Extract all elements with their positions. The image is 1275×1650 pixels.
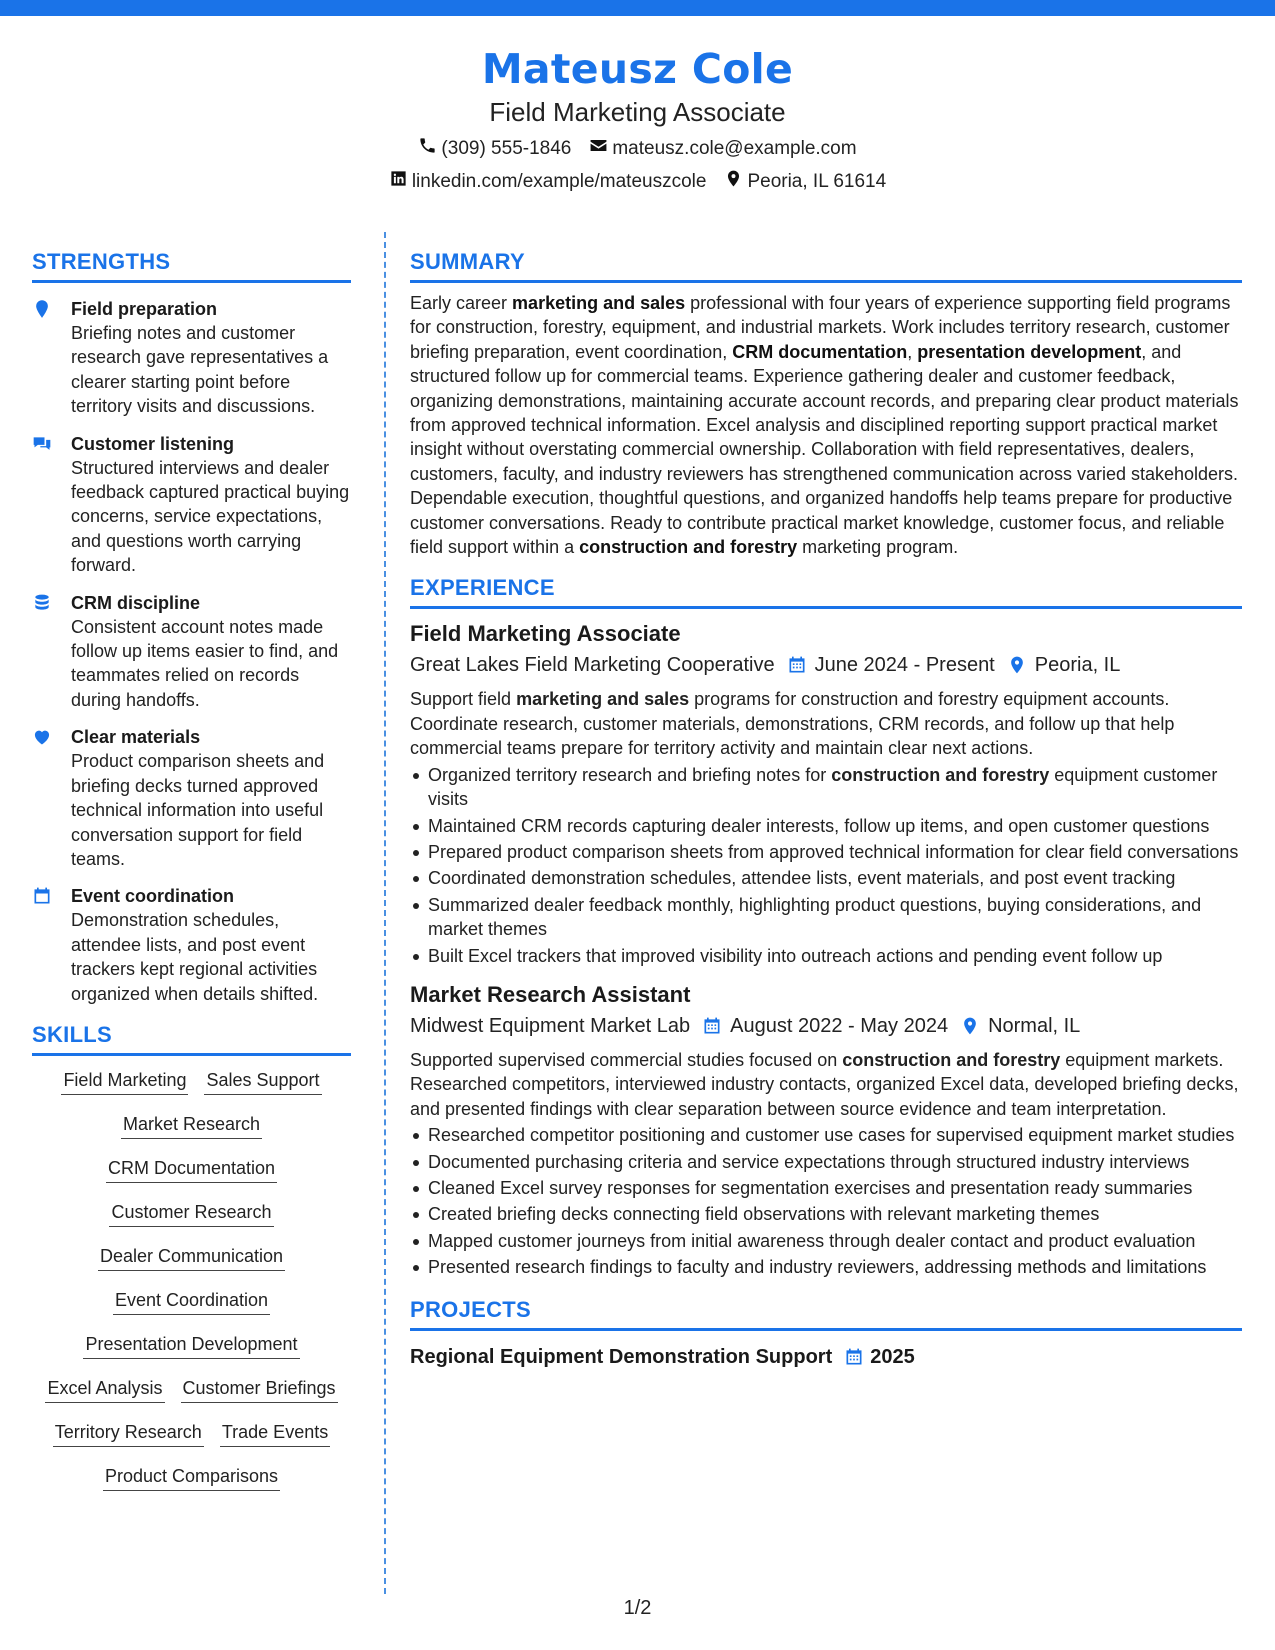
job-company: Great Lakes Field Marketing Cooperative xyxy=(410,654,775,677)
phone-text: (309) 555-1846 xyxy=(441,138,572,159)
text-segment: marketing program. xyxy=(797,537,959,558)
linkedin-contact[interactable] xyxy=(389,169,707,195)
strength-item xyxy=(32,432,351,578)
page-number: 1/2 xyxy=(623,1597,652,1619)
skill-tag: Event Coordination xyxy=(113,1288,270,1315)
job-location: Peoria, IL xyxy=(1034,654,1121,677)
calendar-icon xyxy=(787,655,807,675)
job-role: Field Marketing Associate xyxy=(410,621,681,647)
text-segment: Researched competitor positioning and customer use cases for supervised equipment market studies xyxy=(428,1125,1235,1146)
text-segment: Presented research findings to faculty and industry reviewers, addressing methods and limitations xyxy=(428,1257,1207,1278)
text-segment: professional with four years of experience supporting field programs for construction, forestry, equipment, and industrial markets. Work includes territory research, customer briefing preparation, event coordination, xyxy=(410,293,1231,362)
strength-description: Product comparison sheets and briefing decks turned approved technical information into useful conversation support for field teams. xyxy=(71,751,325,869)
text-segment: Early career xyxy=(410,293,513,313)
skill-row xyxy=(32,1288,351,1315)
linkedin-text: linkedin.com/example/mateuszcole xyxy=(411,171,707,192)
text-segment: Summarized dealer feedback monthly, highlighting product questions, buying considerations, and market themes xyxy=(428,894,1202,940)
text-segment: equipment customer visits xyxy=(428,764,1218,810)
top-accent-bar xyxy=(0,0,1275,16)
skill-tag: Trade Events xyxy=(220,1420,330,1447)
skill-tag: Sales Support xyxy=(204,1068,321,1095)
skill-tag: Excel Analysis xyxy=(45,1376,164,1403)
envelope-icon xyxy=(589,136,608,162)
job-entry xyxy=(410,980,1242,1280)
location-text: Peoria, IL 61614 xyxy=(747,171,887,192)
bold-text: marketing and sales xyxy=(516,689,690,710)
skills-list xyxy=(32,1068,351,1491)
bold-text: construction and forestry xyxy=(579,537,798,558)
right-column xyxy=(410,248,1242,1371)
text-segment: Maintained CRM records capturing dealer interests, follow up items, and open customer questions xyxy=(428,815,1210,836)
job-description xyxy=(410,687,1242,760)
skill-tag: CRM Documentation xyxy=(106,1156,277,1183)
calendar-icon xyxy=(32,884,71,1006)
text-segment: Organized territory research and briefing notes for xyxy=(428,764,832,785)
bullet-item xyxy=(410,1229,1242,1253)
skill-tag: Market Research xyxy=(121,1112,262,1139)
job-description xyxy=(410,1048,1242,1121)
location-pin-icon xyxy=(960,1016,980,1036)
job-entry xyxy=(410,619,1242,967)
calendar-icon xyxy=(844,1347,864,1367)
strength-title: Event coordination xyxy=(71,886,235,907)
text-segment: Mapped customer journeys from initial awareness through dealer contact and product evaluation xyxy=(428,1230,1196,1251)
job-dates: August 2022 - May 2024 xyxy=(730,1014,949,1037)
skill-row xyxy=(32,1464,351,1491)
project-name: Regional Equipment Demonstration Support xyxy=(410,1345,833,1368)
projects-list xyxy=(410,1343,1242,1371)
skill-tag: Field Marketing xyxy=(61,1068,188,1095)
project-entry xyxy=(410,1343,1242,1371)
contact-line-2 xyxy=(0,169,1275,195)
bullet-item xyxy=(410,840,1242,864)
summary-heading: SUMMARY xyxy=(410,248,1242,283)
calendar-icon xyxy=(702,1016,722,1036)
text-segment: Support field xyxy=(410,689,517,710)
skill-row xyxy=(32,1420,351,1447)
bold-text: marketing and sales xyxy=(512,293,686,313)
email-text: mateusz.cole@example.com xyxy=(612,138,857,159)
candidate-name: Mateusz Cole xyxy=(481,45,794,93)
strength-item xyxy=(32,725,351,871)
experience-list xyxy=(410,619,1242,1279)
database-icon xyxy=(32,591,71,713)
bullet-item xyxy=(410,1176,1242,1200)
text-segment: Prepared product comparison sheets from approved technical information for clear field conversations xyxy=(428,841,1239,862)
text-segment: , xyxy=(907,341,918,362)
skill-tag: Presentation Development xyxy=(83,1332,299,1359)
text-segment: equipment markets. Researched competitors, interviewed industry contacts, organized Excel data, developed briefing decks, and presented findings with clear separation between source evidence and team interpretation. xyxy=(410,1049,1239,1119)
skill-tag: Customer Briefings xyxy=(181,1376,338,1403)
skills-heading: SKILLS xyxy=(32,1021,351,1056)
skill-row xyxy=(32,1376,351,1403)
skill-row xyxy=(32,1244,351,1271)
strength-title: Clear materials xyxy=(71,727,201,748)
bullet-item xyxy=(410,866,1242,890)
heart-icon xyxy=(32,725,71,871)
resume-header xyxy=(0,42,1275,195)
location-contact xyxy=(724,169,886,195)
skill-tag: Territory Research xyxy=(53,1420,204,1447)
linkedin-icon xyxy=(389,169,408,195)
strength-body xyxy=(71,725,351,871)
strength-body xyxy=(71,432,351,578)
email-contact[interactable] xyxy=(589,136,856,162)
skill-tag: Product Comparisons xyxy=(103,1464,280,1491)
location-pin-icon xyxy=(1007,655,1027,675)
strength-item xyxy=(32,591,351,713)
strength-item xyxy=(32,297,351,419)
job-bullets xyxy=(410,763,1242,968)
text-segment: , and structured follow up for commercial teams. Experience gathering dealer and customer feedback, organizing demonstrations, maintaining accurate account records, and preparing clear product materials from approved technical information. Excel analysis and disciplined reporting support practical market insight without overstating commercial ownership. Collaboration with field representatives, dealers, customers, faculty, and industry reviewers has strengthened communication across varied stakeholders. Dependable execution, thoughtful questions, and organized handoffs help teams prepare for productive customer conversations. Ready to contribute practical market knowledge, customer focus, and reliable field support within a xyxy=(410,341,1239,558)
project-year: 2025 xyxy=(870,1345,915,1368)
skill-row xyxy=(32,1068,351,1095)
bullet-item xyxy=(410,1255,1242,1279)
bullet-item xyxy=(410,893,1242,942)
skill-tag: Dealer Communication xyxy=(98,1244,285,1271)
strength-body xyxy=(71,297,351,419)
bullet-item xyxy=(410,814,1242,838)
contact-line-1 xyxy=(0,136,1275,162)
strength-description: Consistent account notes made follow up items easier to find, and teammates relied on records during handoffs. xyxy=(71,616,339,710)
job-bullets xyxy=(410,1123,1242,1279)
text-segment: Supported supervised commercial studies focused on xyxy=(410,1049,843,1070)
phone-icon xyxy=(418,136,437,162)
strength-description: Structured interviews and dealer feedback captured practical buying concerns, service expectations, and questions worth carrying forward. xyxy=(71,457,350,576)
bold-text: CRM documentation xyxy=(732,341,908,362)
projects-heading: PROJECTS xyxy=(410,1296,1242,1331)
job-dates: June 2024 - Present xyxy=(814,654,995,677)
bold-text: construction and forestry xyxy=(831,764,1050,785)
bullet-item xyxy=(410,944,1242,968)
phone-contact[interactable] xyxy=(418,136,571,162)
strength-description: Briefing notes and customer research gave representatives a clearer starting point before territory visits and discussions. xyxy=(71,323,329,417)
job-role: Market Research Assistant xyxy=(410,981,691,1007)
bullet-item xyxy=(410,1123,1242,1147)
job-company: Midwest Equipment Market Lab xyxy=(410,1014,691,1037)
map-marker-icon xyxy=(724,169,743,195)
text-segment: Documented purchasing criteria and service expectations through structured industry interviews xyxy=(428,1151,1190,1172)
strength-description: Demonstration schedules, attendee lists, and post event trackers kept regional activities organized when details shifted. xyxy=(71,910,319,1004)
skill-row xyxy=(32,1332,351,1359)
skill-row xyxy=(32,1156,351,1183)
comments-icon xyxy=(32,432,71,578)
job-meta xyxy=(410,651,1242,679)
left-column xyxy=(32,248,351,1508)
strength-body xyxy=(71,884,351,1006)
experience-heading: EXPERIENCE xyxy=(410,574,1242,609)
skill-tag: Customer Research xyxy=(109,1200,273,1227)
strengths-heading: STRENGTHS xyxy=(32,248,351,283)
skill-row xyxy=(32,1112,351,1139)
bold-text: construction and forestry xyxy=(842,1049,1061,1070)
strength-title: Field preparation xyxy=(71,299,218,319)
text-segment: programs for construction and forestry equipment accounts. Coordinate research, customer materials, demonstrations, CRM records, and follow up that help commercial teams prepare for territory activity and maintain clear next actions. xyxy=(410,689,1175,759)
skill-row xyxy=(32,1200,351,1227)
strength-title: Customer listening xyxy=(71,433,235,454)
bullet-item xyxy=(410,1150,1242,1174)
bullet-item xyxy=(410,763,1242,812)
strength-title: CRM discipline xyxy=(71,592,201,613)
map-pin-icon xyxy=(32,297,71,419)
text-segment: Cleaned Excel survey responses for segmentation exercises and presentation ready summaries xyxy=(428,1177,1193,1198)
bullet-item xyxy=(410,1202,1242,1226)
candidate-title: Field Marketing Associate xyxy=(489,97,786,127)
strengths-list xyxy=(32,297,351,1006)
column-divider xyxy=(384,232,386,1594)
job-meta xyxy=(410,1012,1242,1040)
text-segment: Created briefing decks connecting field observations with relevant marketing themes xyxy=(428,1204,1100,1225)
bold-text: presentation development xyxy=(917,341,1142,362)
strength-item xyxy=(32,884,351,1006)
text-segment: Built Excel trackers that improved visibility into outreach actions and pending event follow up xyxy=(428,945,1163,966)
job-location: Normal, IL xyxy=(988,1014,1081,1037)
text-segment: Coordinated demonstration schedules, attendee lists, event materials, and post event tracking xyxy=(428,868,1176,889)
strength-body xyxy=(71,591,351,713)
summary-paragraph xyxy=(410,291,1242,559)
